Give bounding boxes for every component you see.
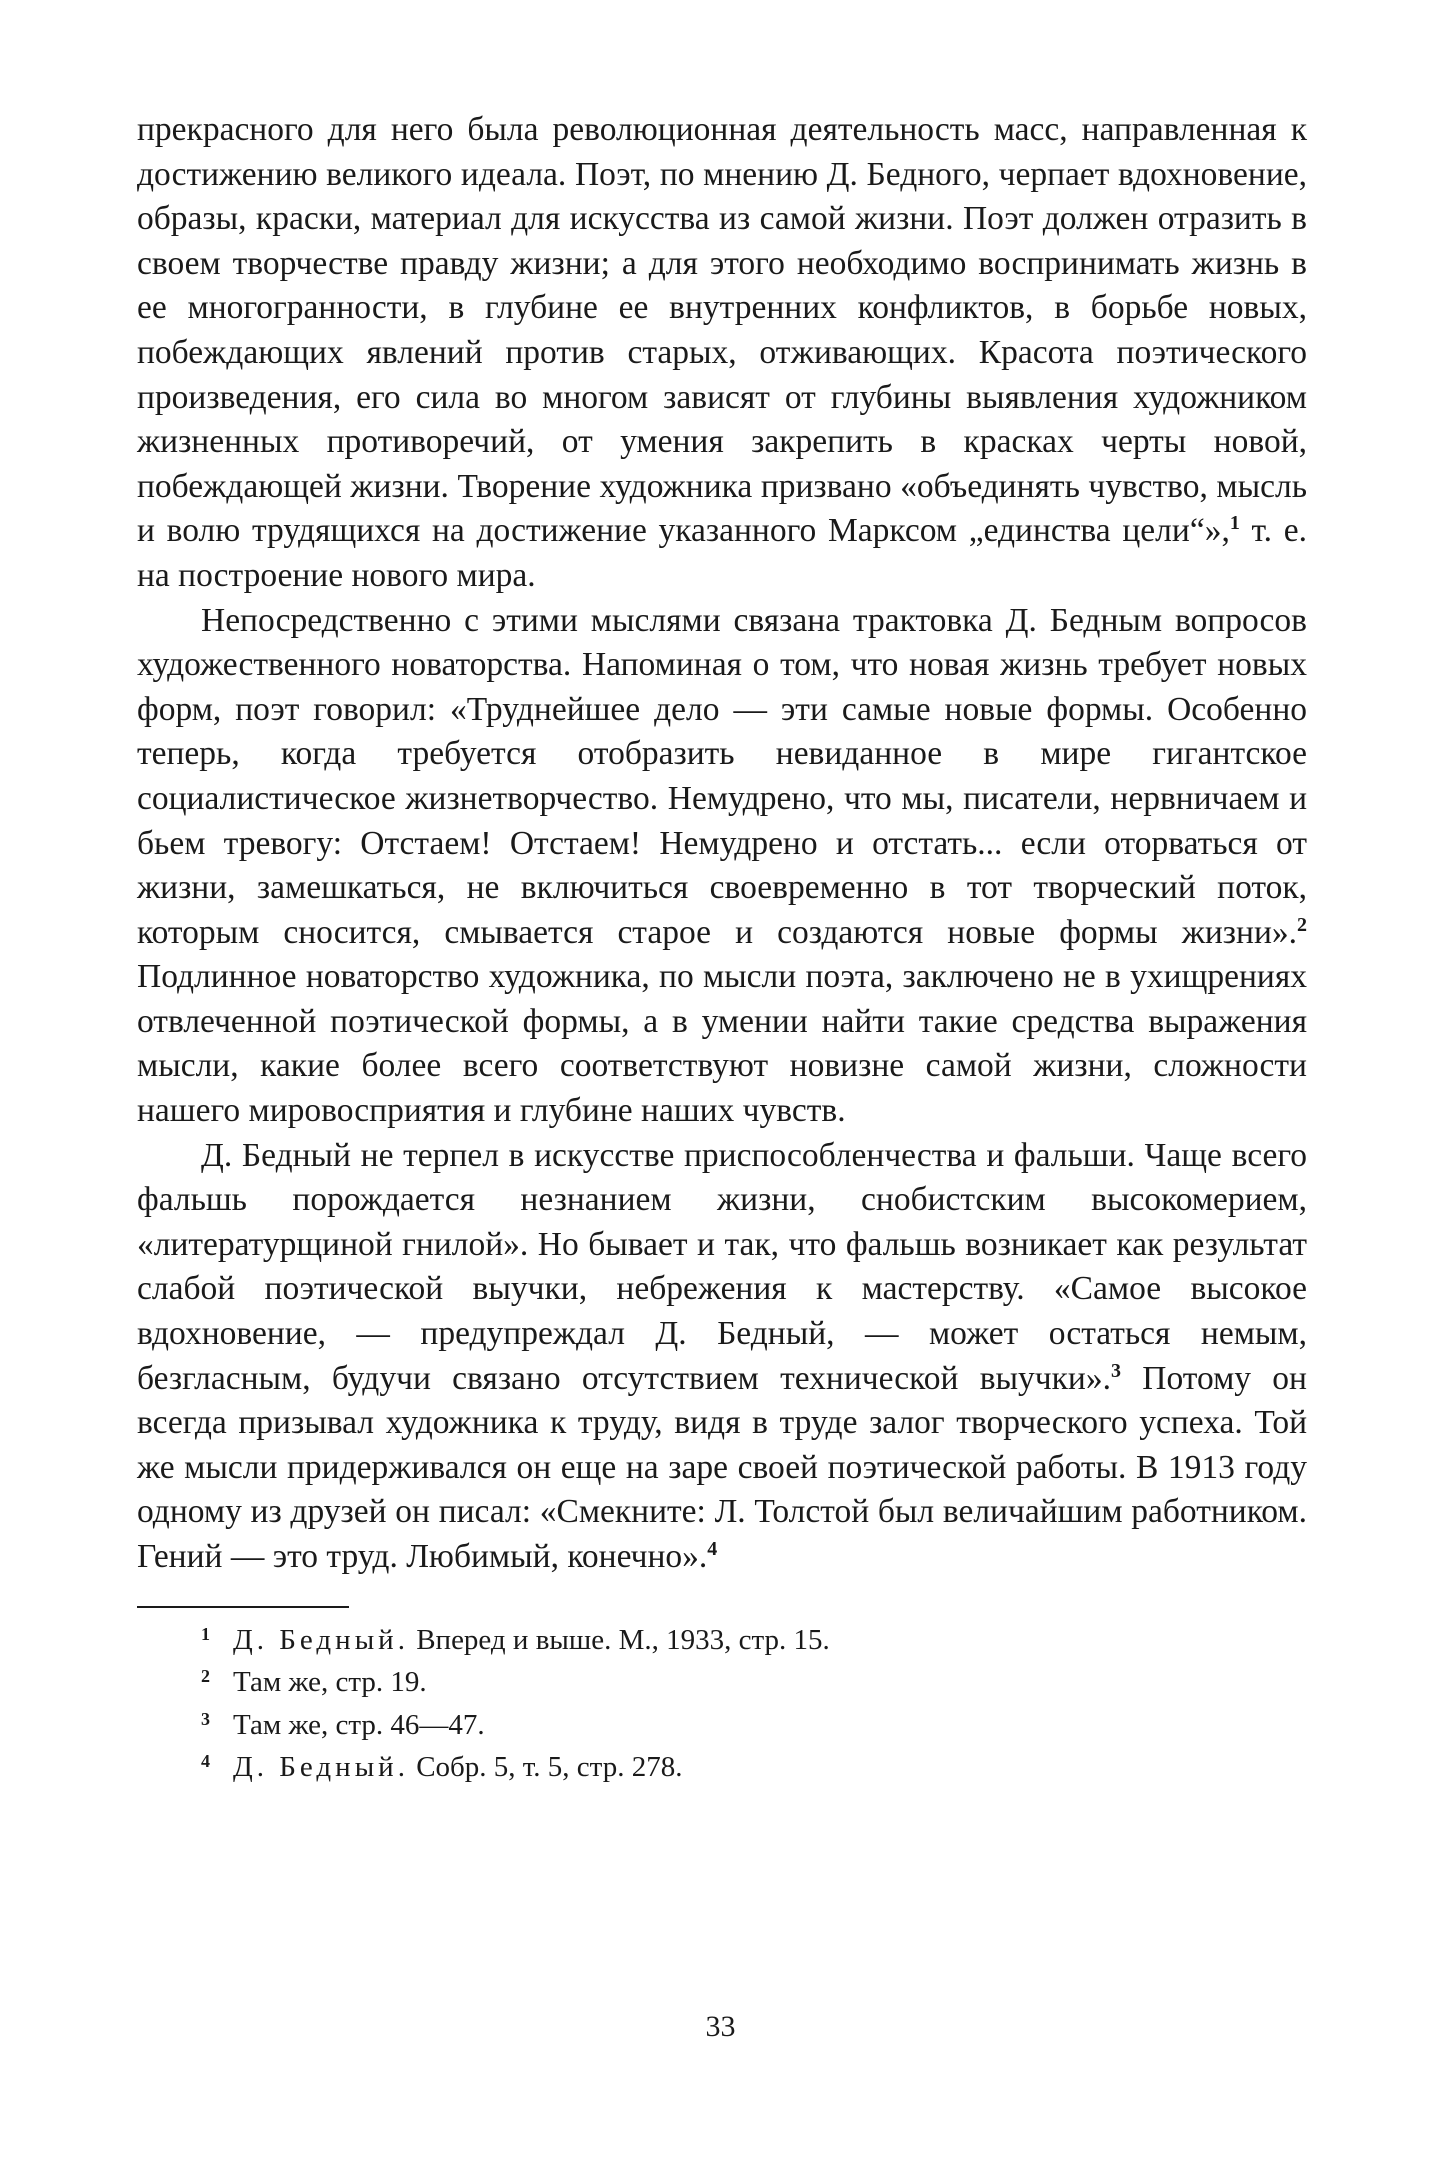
footnote-mark-2: 2	[201, 1666, 210, 1687]
footnote-4-author: Д. Бедный.	[233, 1751, 409, 1784]
paragraph-3-tail: Потому он всегда призывал художника к труду, видя в труде залог творческого успеха. Той же мысли придерживался он еще на заре своей поэтической работы. В 1913 году одному из друзей он писал: «Смекните: Л. Толстой был величайшим работником. Гений — это труд. Любимый, конечно».	[137, 1359, 1307, 1575]
book-page	[137, 108, 1307, 1786]
footnote-1	[201, 1616, 1307, 1659]
paragraph-2-text: Непосредственно с этими мыслями связана трактовка Д. Бедным вопросов художественного новаторства. Напоминая о том, что новая жизнь требует новых форм, поэт говорил: «Труднейшее дело — эти самые новые формы. Особенно теперь, когда требуется отобразить невиданное в мире гигантское социалистическое жизнетворчество. Немудрено, что мы, писатели, нервничаем и бьем тревогу: Отстаем! Отстаем! Немудрено и отстать... если оторваться от жизни, замешкаться, не включиться своевременно в тот творческий поток, которым сносится, смывается старое и создаются новые формы жизни».	[137, 601, 1307, 951]
footnote-3	[201, 1701, 1307, 1744]
footnote-ref-1: 1	[1229, 512, 1240, 535]
footnote-ref-4: 4	[707, 1537, 718, 1560]
footnote-1-author: Д. Бедный.	[233, 1623, 409, 1656]
footnote-4	[201, 1743, 1307, 1786]
paragraph-1	[137, 108, 1307, 599]
footnotes	[137, 1616, 1307, 1786]
page-number: 33	[705, 2010, 736, 2043]
footnote-divider	[137, 1606, 349, 1608]
footnote-mark-3: 3	[201, 1708, 210, 1729]
footnote-4-text: Собр. 5, т. 5, стр. 278.	[408, 1751, 683, 1784]
footnote-mark-4: 4	[201, 1751, 210, 1772]
footnote-1-text: Вперед и выше. М., 1933, стр. 15.	[408, 1623, 830, 1656]
paragraph-2-tail: Подлинное новаторство художника, по мысли поэта, заключено не в ухищрениях отвлеченной поэтической формы, а в умении найти такие средства выражения мысли, какие более всего соответствуют новизне самой жизни, сложности нашего мировосприятия и глубине наших чувств.	[137, 958, 1307, 1130]
paragraph-3-text: Д. Бедный не терпел в искусстве приспособленчества и фальши. Чаще всего фальшь порождается незнанием жизни, снобистским высокомерием, «литературщиной гнилой». Но бывает и так, что фальшь возникает как результат слабой поэтической выучки, небрежения к мастерству. «Самое высокое вдохновение, — предупреждал Д. Бедный, — может остаться немым, безгласным, будучи связано отсутствием технической выучки».	[137, 1136, 1307, 1397]
footnote-mark-1: 1	[201, 1623, 210, 1644]
footnote-ref-3: 3	[1110, 1359, 1121, 1382]
paragraph-2	[137, 599, 1307, 1134]
paragraph-3	[137, 1134, 1307, 1580]
footnote-2-text: Там же, стр. 19.	[233, 1666, 427, 1699]
footnote-2	[201, 1658, 1307, 1701]
paragraph-1-tail: т. е. на построение нового мира.	[137, 512, 1307, 594]
footnote-ref-2: 2	[1297, 913, 1307, 936]
paragraph-1-text: прекрасного для него была революционная деятельность масс, направленная к достижению великого идеала. Поэт, по мнению Д. Бедного, черпает вдохновение, образы, краски, материал для искусства из самой жизни. Поэт должен отразить в своем творчестве правду жизни; а для этого необходимо воспринимать жизнь в ее многогранности, в глубине ее внутренних конфликтов, в борьбе новых, побеждающих явлений против старых, отживающих. Красота поэтического произведения, его сила во многом зависят от глубины выявления художником жизненных противоречий, от умения закрепить в красках черты новой, побеждающей жизни. Творение художника призвано «объединять чувство, мысль и волю трудящихся на достижение указанного Марксом „единства цели“»,	[137, 111, 1307, 550]
footnote-3-text: Там же, стр. 46—47.	[233, 1708, 485, 1741]
